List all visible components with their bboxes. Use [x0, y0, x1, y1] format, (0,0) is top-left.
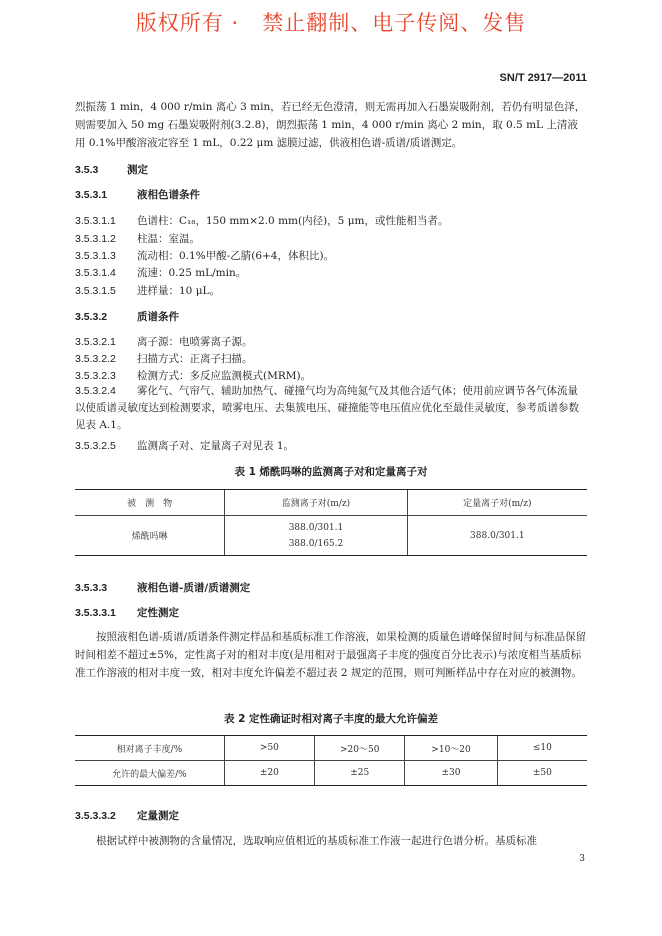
quantitative-paragraph: 根据试样中被测物的含量情况，选取响应值相近的基质标准工作液一起进行色谱分析。基质标准 [96, 835, 537, 847]
item-number: 3.5.3.1.4 [75, 267, 116, 279]
cell-value: >50 [224, 736, 314, 761]
monitor-ion-1: 388.0/301.1 [288, 522, 344, 533]
section-title: 测定 [127, 164, 148, 176]
item-text: 检测方式：多反应监测模式(MRM)。 [137, 370, 312, 382]
table2-title: 表 2 定性确证时相对离子丰度的最大允许偏差 [223, 713, 439, 725]
header-monitor-ions: 监测离子对(m/z) [225, 490, 407, 516]
item-number: 3.5.3.2.3 [75, 370, 116, 382]
section-number: 3.5.3 [75, 164, 99, 176]
table1-title: 表 1 烯酰吗啉的监测离子对和定量离子对 [234, 466, 428, 478]
table-row [75, 516, 587, 556]
item-text: 扫描方式：正离子扫描。 [137, 353, 253, 365]
ms-item [75, 383, 587, 434]
cell-value: >20～50 [315, 736, 405, 761]
item-text: 雾化气、气帘气、辅助加热气、碰撞气均为高纯氮气及其他合适气体；使用前应调节各气体流量以使质谱灵敏度达到检测要求，喷雾电压、去集簇电压、碰撞能等电压值应优化至最佳灵敏度，参考质谱参数见表 A.1。 [75, 385, 579, 431]
ms-item [75, 334, 253, 349]
monitor-ion-2: 388.0/165.2 [288, 538, 344, 549]
cell-value: ±50 [497, 761, 587, 786]
lc-item [75, 283, 220, 298]
cell-value: ±20 [224, 761, 314, 786]
cell-value: ±25 [315, 761, 405, 786]
cell-value: ±30 [405, 761, 497, 786]
page-number: 3 [579, 854, 585, 864]
cell-label: 允许的最大偏差/% [75, 761, 224, 786]
watermark: 版权所有 · 禁止翻制、电子传阅、发售 [135, 11, 527, 35]
lc-item [75, 265, 246, 280]
header-analyte: 被 测 物 [75, 490, 225, 516]
header-quant-ions: 定量离子对(m/z) [407, 490, 587, 516]
table-header-row [75, 490, 587, 516]
item-number: 3.5.3.2.4 [75, 385, 116, 397]
section-3-5-3-3 [75, 580, 250, 595]
item-number: 3.5.3.2.5 [75, 440, 116, 452]
section-number: 3.5.3.1 [75, 189, 108, 201]
item-number: 3.5.3.1.2 [75, 233, 116, 245]
item-number: 3.5.3.1.3 [75, 250, 116, 262]
table-row [75, 736, 587, 761]
lc-item [75, 213, 448, 228]
section-title: 定量测定 [137, 810, 179, 822]
section-number: 3.5.3.3.1 [75, 607, 116, 619]
intro-paragraph: 烈振荡 1 min，4 000 r/min 离心 3 min，若已经无色澄清，则无需再加入石墨炭吸附剂，若仍有明显色泽，则需要加入 50 mg 石墨炭吸附剂(3.2.8)，朗烈振荡 1 min，4 000 r/min 离心 2 min，取 0.5 mL 上清液用 0.1%甲酸溶液定容至 1 mL，0.22 μm 滤膜过滤，供液相色谱-质谱/质谱测定。 [75, 101, 586, 149]
item-number: 3.5.3.1.5 [75, 285, 116, 297]
lc-item [75, 248, 334, 263]
section-title: 液相色谱-质谱/质谱测定 [137, 582, 251, 594]
table2 [75, 735, 587, 786]
item-number: 3.5.3.1.1 [75, 215, 116, 227]
item-text: 流动相：0.1%甲酸-乙腈(6+4，体积比)。 [137, 250, 335, 262]
item-text: 离子源：电喷雾离子源。 [137, 336, 253, 348]
lc-item [75, 231, 200, 246]
item-number: 3.5.3.2.1 [75, 336, 116, 348]
section-title: 液相色谱条件 [137, 189, 200, 201]
item-text: 流速：0.25 mL/min。 [137, 267, 247, 279]
section-number: 3.5.3.2 [75, 311, 108, 323]
table1 [75, 489, 587, 556]
section-3-5-3-3-2 [75, 808, 179, 823]
item-text: 色谱柱：C₁₈，150 mm×2.0 mm(内径)，5 μm，或性能相当者。 [137, 215, 449, 227]
ms-item [75, 351, 253, 366]
item-text: 柱温：室温。 [137, 233, 200, 245]
qualitative-paragraph: 按照液相色谱-质谱/质谱条件测定样品和基质标准工作溶液，如果检测的质量色谱峰保留时间与标准品保留时间相差不超过±5%，定性离子对的相对丰度(是用相对于最强离子丰度的强度百分比表示)与浓度相当基质标准工作溶液的相对丰度一致，相对丰度允许偏差不超过表 2 规定的范围，则可判断样品中存在对应的被测物。 [75, 631, 587, 679]
item-number: 3.5.3.2.2 [75, 353, 116, 365]
cell-quant-ions: 388.0/301.1 [407, 516, 587, 556]
cell-analyte: 烯酰吗啉 [75, 516, 225, 556]
section-number: 3.5.3.3.2 [75, 810, 116, 822]
section-title: 定性测定 [137, 607, 179, 619]
cell-monitor-ions [225, 516, 407, 556]
cell-value: >10～20 [405, 736, 497, 761]
ms-item [75, 438, 294, 453]
cell-label: 相对离子丰度/% [75, 736, 224, 761]
section-3-5-3-2 [75, 309, 179, 324]
ms-item [75, 368, 311, 383]
section-title: 质谱条件 [137, 311, 179, 323]
section-3-5-3-1 [75, 187, 200, 202]
item-text: 监测离子对、定量离子对见表 1。 [137, 440, 295, 452]
standard-number: SN/T 2917—2011 [499, 72, 587, 84]
cell-value: ≤10 [497, 736, 587, 761]
section-3-5-3-3-1 [75, 605, 179, 620]
item-text: 进样量：10 μL。 [137, 285, 220, 297]
section-number: 3.5.3.3 [75, 582, 108, 594]
table-row [75, 761, 587, 786]
section-3-5-3 [75, 162, 148, 177]
